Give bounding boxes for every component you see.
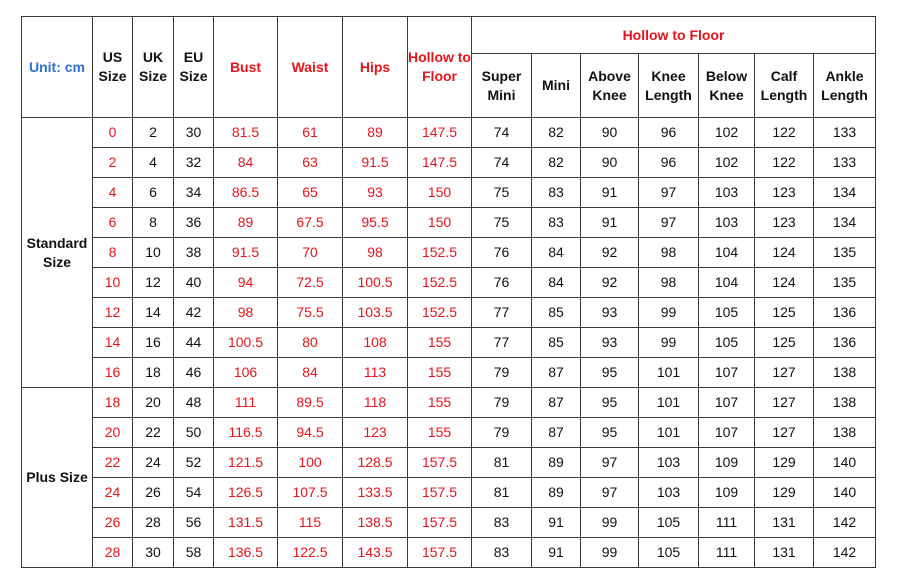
- waist-cell: 84: [278, 358, 343, 388]
- below-knee-cell: 103: [699, 178, 755, 208]
- uk-size-cell: 12: [133, 268, 174, 298]
- ankle-length-cell: 136: [814, 298, 876, 328]
- eu-size-cell: 36: [174, 208, 214, 238]
- super-mini-cell: 76: [472, 268, 532, 298]
- uk-size-cell: 16: [133, 328, 174, 358]
- hollow-to-floor-cell: 157.5: [408, 538, 472, 568]
- waist-cell: 94.5: [278, 418, 343, 448]
- knee-length-cell: 99: [639, 328, 699, 358]
- eu-size-cell: 54: [174, 478, 214, 508]
- above-knee-cell: 99: [581, 508, 639, 538]
- super-mini-cell: 77: [472, 328, 532, 358]
- hollow-to-floor-cell: 152.5: [408, 268, 472, 298]
- mini-cell: 87: [532, 418, 581, 448]
- uk-size-cell: 20: [133, 388, 174, 418]
- super-mini-cell: 75: [472, 208, 532, 238]
- mini-cell: 82: [532, 118, 581, 148]
- eu-size-cell: 38: [174, 238, 214, 268]
- hollow-to-floor-cell: 147.5: [408, 118, 472, 148]
- above-knee-cell: 91: [581, 208, 639, 238]
- waist-cell: 72.5: [278, 268, 343, 298]
- us-size-cell: 8: [93, 238, 133, 268]
- below-knee-cell: 105: [699, 328, 755, 358]
- super-mini-cell: 81: [472, 478, 532, 508]
- super-mini-cell: 76: [472, 238, 532, 268]
- ankle-length-cell: 142: [814, 508, 876, 538]
- above-knee-cell: 95: [581, 418, 639, 448]
- below-knee-cell: 104: [699, 268, 755, 298]
- length-header-knee-length: Knee Length: [639, 54, 699, 118]
- table-row: [22, 298, 876, 328]
- hollow-to-floor-cell: 150: [408, 208, 472, 238]
- eu-size-cell: 48: [174, 388, 214, 418]
- calf-length-cell: 124: [755, 238, 814, 268]
- ankle-length-cell: 133: [814, 118, 876, 148]
- uk-size-header: UK Size: [133, 17, 174, 118]
- below-knee-cell: 109: [699, 448, 755, 478]
- length-header-mini: Mini: [532, 54, 581, 118]
- uk-size-cell: 4: [133, 148, 174, 178]
- above-knee-cell: 92: [581, 238, 639, 268]
- super-mini-cell: 74: [472, 118, 532, 148]
- waist-header: Waist: [278, 17, 343, 118]
- knee-length-cell: 97: [639, 208, 699, 238]
- us-size-cell: 10: [93, 268, 133, 298]
- hips-cell: 128.5: [343, 448, 408, 478]
- ankle-length-cell: 140: [814, 478, 876, 508]
- hips-cell: 118: [343, 388, 408, 418]
- mini-cell: 89: [532, 448, 581, 478]
- ankle-length-cell: 138: [814, 358, 876, 388]
- calf-length-cell: 129: [755, 448, 814, 478]
- above-knee-cell: 90: [581, 148, 639, 178]
- mini-cell: 85: [532, 328, 581, 358]
- uk-size-cell: 8: [133, 208, 174, 238]
- waist-cell: 115: [278, 508, 343, 538]
- eu-size-cell: 42: [174, 298, 214, 328]
- uk-size-cell: 14: [133, 298, 174, 328]
- hips-cell: 138.5: [343, 508, 408, 538]
- uk-size-cell: 10: [133, 238, 174, 268]
- hollow-to-floor-cell: 157.5: [408, 448, 472, 478]
- calf-length-cell: 123: [755, 178, 814, 208]
- hollow-to-floor-cell: 155: [408, 328, 472, 358]
- hollow-to-floor-cell: 150: [408, 178, 472, 208]
- eu-size-cell: 32: [174, 148, 214, 178]
- hips-cell: 133.5: [343, 478, 408, 508]
- below-knee-cell: 105: [699, 298, 755, 328]
- mini-cell: 84: [532, 268, 581, 298]
- table-row: [22, 448, 876, 478]
- bust-cell: 84: [214, 148, 278, 178]
- knee-length-cell: 101: [639, 358, 699, 388]
- bust-cell: 98: [214, 298, 278, 328]
- us-size-cell: 18: [93, 388, 133, 418]
- waist-cell: 89.5: [278, 388, 343, 418]
- calf-length-cell: 124: [755, 268, 814, 298]
- bust-cell: 89: [214, 208, 278, 238]
- table-row: [22, 178, 876, 208]
- knee-length-cell: 99: [639, 298, 699, 328]
- table-row: [22, 328, 876, 358]
- uk-size-cell: 24: [133, 448, 174, 478]
- length-header-calf-length: Calf Length: [755, 54, 814, 118]
- bust-cell: 86.5: [214, 178, 278, 208]
- table-row: [22, 538, 876, 568]
- hollow-to-floor-header: Hollow to Floor: [408, 17, 472, 118]
- eu-size-cell: 34: [174, 178, 214, 208]
- size-chart: [21, 16, 876, 568]
- waist-cell: 122.5: [278, 538, 343, 568]
- uk-size-cell: 18: [133, 358, 174, 388]
- calf-length-cell: 127: [755, 358, 814, 388]
- eu-size-cell: 58: [174, 538, 214, 568]
- below-knee-cell: 111: [699, 538, 755, 568]
- calf-length-cell: 129: [755, 478, 814, 508]
- eu-size-cell: 52: [174, 448, 214, 478]
- super-mini-cell: 79: [472, 418, 532, 448]
- ankle-length-cell: 135: [814, 268, 876, 298]
- waist-cell: 100: [278, 448, 343, 478]
- calf-length-cell: 125: [755, 328, 814, 358]
- table-row: [22, 418, 876, 448]
- ankle-length-cell: 134: [814, 178, 876, 208]
- ankle-length-cell: 133: [814, 148, 876, 178]
- above-knee-cell: 97: [581, 448, 639, 478]
- hips-cell: 100.5: [343, 268, 408, 298]
- knee-length-cell: 98: [639, 268, 699, 298]
- hollow-to-floor-cell: 147.5: [408, 148, 472, 178]
- hollow-to-floor-group-header: Hollow to Floor: [472, 17, 876, 54]
- super-mini-cell: 79: [472, 358, 532, 388]
- mini-cell: 83: [532, 178, 581, 208]
- us-size-cell: 24: [93, 478, 133, 508]
- calf-length-cell: 131: [755, 538, 814, 568]
- hips-cell: 93: [343, 178, 408, 208]
- eu-size-cell: 30: [174, 118, 214, 148]
- hips-cell: 89: [343, 118, 408, 148]
- bust-cell: 94: [214, 268, 278, 298]
- waist-cell: 63: [278, 148, 343, 178]
- calf-length-cell: 127: [755, 418, 814, 448]
- hollow-to-floor-cell: 155: [408, 358, 472, 388]
- knee-length-cell: 101: [639, 418, 699, 448]
- calf-length-cell: 127: [755, 388, 814, 418]
- hips-cell: 113: [343, 358, 408, 388]
- above-knee-cell: 90: [581, 118, 639, 148]
- table-row: [22, 508, 876, 538]
- hips-cell: 95.5: [343, 208, 408, 238]
- uk-size-cell: 26: [133, 478, 174, 508]
- table-row: [22, 478, 876, 508]
- us-size-cell: 20: [93, 418, 133, 448]
- ankle-length-cell: 142: [814, 538, 876, 568]
- us-size-cell: 12: [93, 298, 133, 328]
- below-knee-cell: 107: [699, 388, 755, 418]
- mini-cell: 83: [532, 208, 581, 238]
- knee-length-cell: 96: [639, 148, 699, 178]
- table-row: [22, 268, 876, 298]
- hips-header: Hips: [343, 17, 408, 118]
- knee-length-cell: 101: [639, 388, 699, 418]
- eu-size-cell: 44: [174, 328, 214, 358]
- hollow-to-floor-cell: 152.5: [408, 238, 472, 268]
- bust-cell: 111: [214, 388, 278, 418]
- table-row: [22, 208, 876, 238]
- bust-cell: 136.5: [214, 538, 278, 568]
- size-group-label: Plus Size: [22, 388, 93, 568]
- eu-size-cell: 56: [174, 508, 214, 538]
- mini-cell: 91: [532, 508, 581, 538]
- above-knee-cell: 91: [581, 178, 639, 208]
- above-knee-cell: 93: [581, 298, 639, 328]
- us-size-cell: 22: [93, 448, 133, 478]
- mini-cell: 91: [532, 538, 581, 568]
- bust-header: Bust: [214, 17, 278, 118]
- mini-cell: 84: [532, 238, 581, 268]
- super-mini-cell: 83: [472, 538, 532, 568]
- bust-cell: 100.5: [214, 328, 278, 358]
- knee-length-cell: 103: [639, 478, 699, 508]
- ankle-length-cell: 135: [814, 238, 876, 268]
- hips-cell: 143.5: [343, 538, 408, 568]
- above-knee-cell: 92: [581, 268, 639, 298]
- above-knee-cell: 97: [581, 478, 639, 508]
- uk-size-cell: 28: [133, 508, 174, 538]
- knee-length-cell: 96: [639, 118, 699, 148]
- eu-size-header: EU Size: [174, 17, 214, 118]
- hollow-to-floor-cell: 157.5: [408, 508, 472, 538]
- length-header-super-mini: Super Mini: [472, 54, 532, 118]
- waist-cell: 61: [278, 118, 343, 148]
- above-knee-cell: 95: [581, 388, 639, 418]
- below-knee-cell: 107: [699, 418, 755, 448]
- above-knee-cell: 99: [581, 538, 639, 568]
- calf-length-cell: 131: [755, 508, 814, 538]
- bust-cell: 131.5: [214, 508, 278, 538]
- super-mini-cell: 77: [472, 298, 532, 328]
- hollow-to-floor-cell: 155: [408, 388, 472, 418]
- ankle-length-cell: 134: [814, 208, 876, 238]
- length-header-ankle-length: Ankle Length: [814, 54, 876, 118]
- table-row: [22, 148, 876, 178]
- knee-length-cell: 103: [639, 448, 699, 478]
- mini-cell: 87: [532, 358, 581, 388]
- waist-cell: 67.5: [278, 208, 343, 238]
- bust-cell: 81.5: [214, 118, 278, 148]
- below-knee-cell: 109: [699, 478, 755, 508]
- mini-cell: 89: [532, 478, 581, 508]
- unit-label: Unit: cm: [22, 17, 93, 118]
- below-knee-cell: 102: [699, 148, 755, 178]
- hips-cell: 123: [343, 418, 408, 448]
- length-header-below-knee: Below Knee: [699, 54, 755, 118]
- table-row: [22, 238, 876, 268]
- us-size-cell: 28: [93, 538, 133, 568]
- bust-cell: 126.5: [214, 478, 278, 508]
- table-header: [22, 17, 876, 118]
- calf-length-cell: 123: [755, 208, 814, 238]
- above-knee-cell: 95: [581, 358, 639, 388]
- ankle-length-cell: 136: [814, 328, 876, 358]
- bust-cell: 121.5: [214, 448, 278, 478]
- waist-cell: 75.5: [278, 298, 343, 328]
- size-group-label: Standard Size: [22, 118, 93, 388]
- calf-length-cell: 125: [755, 298, 814, 328]
- waist-cell: 65: [278, 178, 343, 208]
- super-mini-cell: 75: [472, 178, 532, 208]
- knee-length-cell: 97: [639, 178, 699, 208]
- calf-length-cell: 122: [755, 148, 814, 178]
- super-mini-cell: 81: [472, 448, 532, 478]
- length-header-above-knee: Above Knee: [581, 54, 639, 118]
- uk-size-cell: 2: [133, 118, 174, 148]
- us-size-cell: 16: [93, 358, 133, 388]
- hips-cell: 98: [343, 238, 408, 268]
- hips-cell: 91.5: [343, 148, 408, 178]
- waist-cell: 107.5: [278, 478, 343, 508]
- mini-cell: 82: [532, 148, 581, 178]
- knee-length-cell: 105: [639, 538, 699, 568]
- mini-cell: 87: [532, 388, 581, 418]
- calf-length-cell: 122: [755, 118, 814, 148]
- below-knee-cell: 107: [699, 358, 755, 388]
- table-row: [22, 118, 876, 148]
- below-knee-cell: 111: [699, 508, 755, 538]
- below-knee-cell: 102: [699, 118, 755, 148]
- uk-size-cell: 6: [133, 178, 174, 208]
- super-mini-cell: 83: [472, 508, 532, 538]
- us-size-header: US Size: [93, 17, 133, 118]
- ankle-length-cell: 138: [814, 388, 876, 418]
- knee-length-cell: 105: [639, 508, 699, 538]
- above-knee-cell: 93: [581, 328, 639, 358]
- us-size-cell: 6: [93, 208, 133, 238]
- waist-cell: 80: [278, 328, 343, 358]
- eu-size-cell: 40: [174, 268, 214, 298]
- knee-length-cell: 98: [639, 238, 699, 268]
- super-mini-cell: 74: [472, 148, 532, 178]
- us-size-cell: 2: [93, 148, 133, 178]
- bust-cell: 91.5: [214, 238, 278, 268]
- table-row: [22, 358, 876, 388]
- uk-size-cell: 22: [133, 418, 174, 448]
- super-mini-cell: 79: [472, 388, 532, 418]
- us-size-cell: 0: [93, 118, 133, 148]
- eu-size-cell: 46: [174, 358, 214, 388]
- uk-size-cell: 30: [133, 538, 174, 568]
- bust-cell: 106: [214, 358, 278, 388]
- eu-size-cell: 50: [174, 418, 214, 448]
- waist-cell: 70: [278, 238, 343, 268]
- bust-cell: 116.5: [214, 418, 278, 448]
- hips-cell: 108: [343, 328, 408, 358]
- ankle-length-cell: 140: [814, 448, 876, 478]
- table-body: [22, 118, 876, 568]
- hollow-to-floor-cell: 157.5: [408, 478, 472, 508]
- hollow-to-floor-cell: 155: [408, 418, 472, 448]
- below-knee-cell: 104: [699, 238, 755, 268]
- us-size-cell: 4: [93, 178, 133, 208]
- ankle-length-cell: 138: [814, 418, 876, 448]
- below-knee-cell: 103: [699, 208, 755, 238]
- table-row: [22, 388, 876, 418]
- hips-cell: 103.5: [343, 298, 408, 328]
- us-size-cell: 14: [93, 328, 133, 358]
- hollow-to-floor-cell: 152.5: [408, 298, 472, 328]
- size-chart-table: [21, 16, 876, 568]
- mini-cell: 85: [532, 298, 581, 328]
- us-size-cell: 26: [93, 508, 133, 538]
